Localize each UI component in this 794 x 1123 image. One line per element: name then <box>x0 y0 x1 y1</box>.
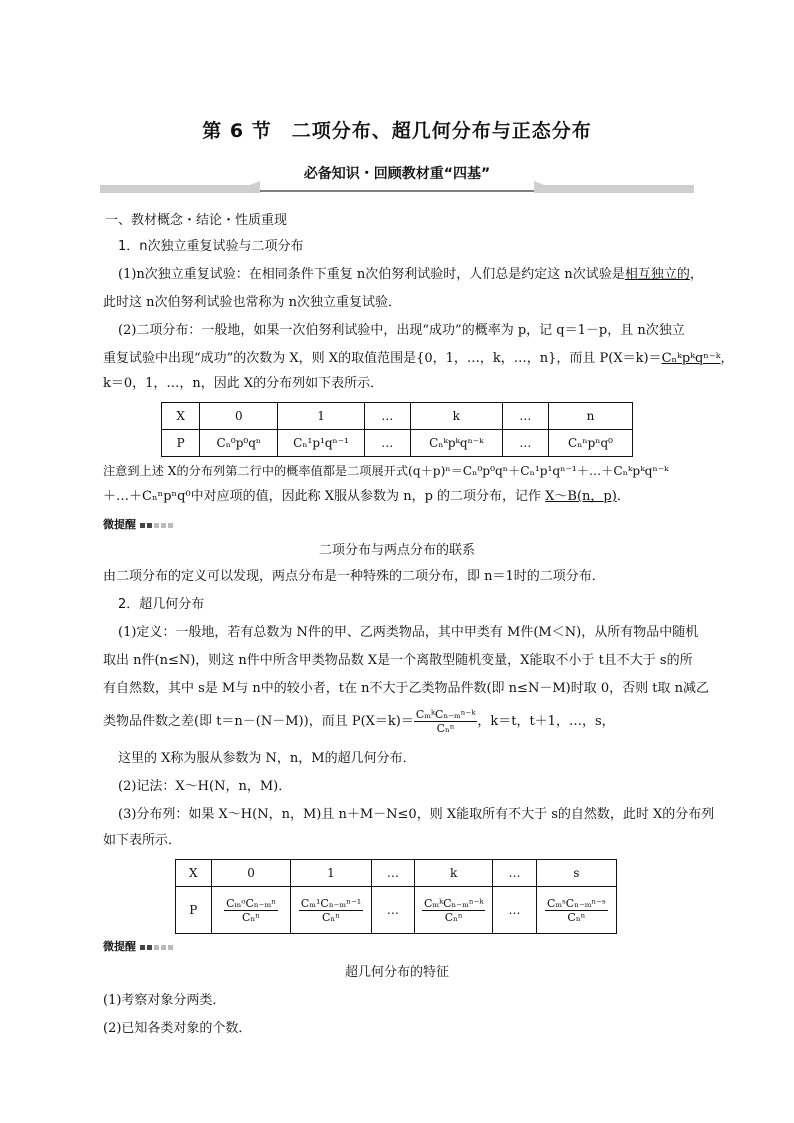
fraction-numerator: CₘᵏCₙ₋ₘⁿ⁻ᵏ <box>415 708 476 721</box>
table-row <box>162 430 633 457</box>
table-cell: P <box>162 430 200 457</box>
table-cell: Cₙ¹p¹qⁿ⁻¹ <box>278 430 364 457</box>
table-row <box>162 403 633 430</box>
table-cell: n <box>548 403 632 430</box>
hypergeometric-distribution-table <box>175 859 617 934</box>
fraction <box>299 897 363 924</box>
tip-label-text: 微提醒 <box>103 518 136 531</box>
table-cell: k <box>415 860 493 887</box>
table-cell: s <box>536 860 616 887</box>
table-cell: P <box>176 887 212 934</box>
table-cell: … <box>371 860 414 887</box>
paragraph-line: (1)考察对象分两类． <box>103 993 226 1008</box>
underlined-formula: X～B(n，p) <box>545 489 617 504</box>
table-cell: X <box>176 860 212 887</box>
underlined-formula: Cₙᵏpᵏqⁿ⁻ᵏ <box>661 351 721 366</box>
table-cell: … <box>493 860 536 887</box>
subsection-heading: 2．超几何分布 <box>118 597 205 612</box>
text-run: ， <box>720 351 734 366</box>
page-title: 第 6 节 二项分布、超几何分布与正态分布 <box>202 120 592 142</box>
fraction-denominator: Cₙⁿ <box>242 910 260 924</box>
table-row <box>176 887 617 934</box>
paragraph-line: 如下表所示． <box>103 833 182 848</box>
text-run: ＋…＋Cₙⁿpⁿq⁰中对应项的值，因此称 X服从参数为 n，p 的二项分布，记作 <box>103 489 546 504</box>
fraction-numerator: CₘᵏCₙ₋ₘⁿ⁻ᵏ <box>423 896 484 910</box>
table-cell <box>291 887 371 934</box>
text-run: ， <box>689 267 703 282</box>
table-cell: … <box>364 403 410 430</box>
fraction-denominator: Cₙⁿ <box>322 910 340 924</box>
paragraph-line <box>103 487 630 507</box>
table-cell: 0 <box>200 403 278 430</box>
table-cell <box>536 887 616 934</box>
tip-label <box>103 937 175 957</box>
table-cell: 0 <box>211 860 291 887</box>
paragraph-line: 由二项分布的定义可以发现，两点分布是一种特殊的二项分布，即 n＝1时的二项分布． <box>103 569 605 584</box>
paragraph-line: k＝0，1，…，n，因此 X的分布列如下表所示． <box>103 376 384 391</box>
fraction-numerator: Cₘ¹Cₙ₋ₘⁿ⁻¹ <box>300 896 362 910</box>
paragraph-line: 这里的 X称为服从参数为 N，n，M的超几何分布． <box>118 751 416 766</box>
table-cell: 1 <box>278 403 364 430</box>
table-cell: … <box>493 887 536 934</box>
table-row <box>176 860 617 887</box>
section-banner: 必备知识・回顾教材重“四基” <box>303 166 491 182</box>
section-heading: 一、教材概念・结论・性质重现 <box>105 213 288 228</box>
paragraph-line: (3)分布列：如果 X～H(N，n，M)且 n＋M－N≤0，则 X能取所有不大于 s的自然数，此时 X的分布列 <box>118 807 715 822</box>
paragraph-line: 注意到上述 X的分布列第二行中的概率值都是二项展开式(q＋p)ⁿ＝Cₙ⁰p⁰qⁿ＋Cₙ¹p¹qⁿ⁻¹＋…＋Cₙᵏpᵏqⁿ⁻ᵏ <box>103 464 669 478</box>
text-run: 类物品件数之差(即 t＝n－(N－M))，而且 P(X＝k)＝ <box>103 714 414 729</box>
fraction-denominator: Cₙⁿ <box>436 722 455 735</box>
underlined-term: 相互独立的 <box>624 267 690 282</box>
table-cell: 1 <box>291 860 371 887</box>
table-cell: … <box>502 403 548 430</box>
paragraph-line <box>103 708 615 735</box>
binomial-distribution-table <box>161 402 633 457</box>
fraction <box>224 897 278 924</box>
fraction-numerator: CₘˢCₙ₋ₘⁿ⁻ˢ <box>546 896 606 910</box>
fraction <box>422 897 485 924</box>
tip-label-text: 微提醒 <box>103 940 136 953</box>
table-cell: … <box>364 430 410 457</box>
table-cell <box>211 887 291 934</box>
tip-dots-icon <box>140 515 175 535</box>
paragraph-line: (2)已知各类对象的个数． <box>103 1021 252 1036</box>
table-cell: … <box>371 887 414 934</box>
table-cell: k <box>410 403 502 430</box>
paragraph-line: 此时这 n次伯努利试验也常称为 n次独立重复试验． <box>103 295 402 310</box>
text-run: (1)n次独立重复试验：在相同条件下重复 n次伯努利试验时，人们总是约定这 n次试验是 <box>118 267 625 282</box>
subsection-heading: 1．n次独立重复试验与二项分布 <box>118 239 304 254</box>
paragraph-line: (1)定义：一般地，若有总数为 N件的甲、乙两类物品，其中甲类有 M件(M＜N)，从所有物品中随机 <box>118 625 699 640</box>
paragraph-line: 取出 n件(n≤N)，则这 n件中所含甲类物品数 X是一个离散型随机变量，X能取不小于 t且不大于 s的所 <box>103 653 693 668</box>
table-cell: … <box>502 430 548 457</box>
table-cell: Cₙ⁰p⁰qⁿ <box>200 430 278 457</box>
paragraph-line: (2)二项分布：一般地，如果一次伯努利试验中，出现“成功”的概率为 p，记 q＝1－p，且 n次独立 <box>118 323 685 338</box>
tip-title: 二项分布与两点分布的联系 <box>318 543 475 558</box>
paragraph-line <box>118 265 703 285</box>
table-cell: Cₙᵏpᵏqⁿ⁻ᵏ <box>410 430 502 457</box>
tip-title: 超几何分布的特征 <box>344 965 449 980</box>
table-cell: X <box>162 403 200 430</box>
text-run: 重复试验中出现“成功”的次数为 X，则 X的取值范围是{0，1，…，k，…，n}，而且 P(X＝k)＝ <box>103 351 662 366</box>
table-cell <box>415 887 493 934</box>
text-run: ． <box>616 489 630 504</box>
tip-dots-icon <box>140 937 175 957</box>
paragraph-line: (2)记法：X～H(N，n，M)． <box>118 779 292 794</box>
fraction-denominator: Cₙⁿ <box>444 910 463 924</box>
table-cell: Cₙⁿpⁿq⁰ <box>548 430 632 457</box>
paragraph-line <box>103 349 734 369</box>
fraction <box>414 708 477 735</box>
paragraph-line: 有自然数，其中 s是 M与 n中的较小者，t在 n不大于乙类物品件数(即 n≤N－M)时取 0，否则 t取 n减乙 <box>103 681 709 696</box>
fraction-numerator: CₘᵒCₙ₋ₘⁿ <box>226 896 276 910</box>
fraction-denominator: Cₙⁿ <box>567 910 586 924</box>
text-run: ，k＝t，t＋1，…，s， <box>477 714 615 729</box>
tip-label <box>103 515 175 535</box>
fraction <box>545 897 608 924</box>
